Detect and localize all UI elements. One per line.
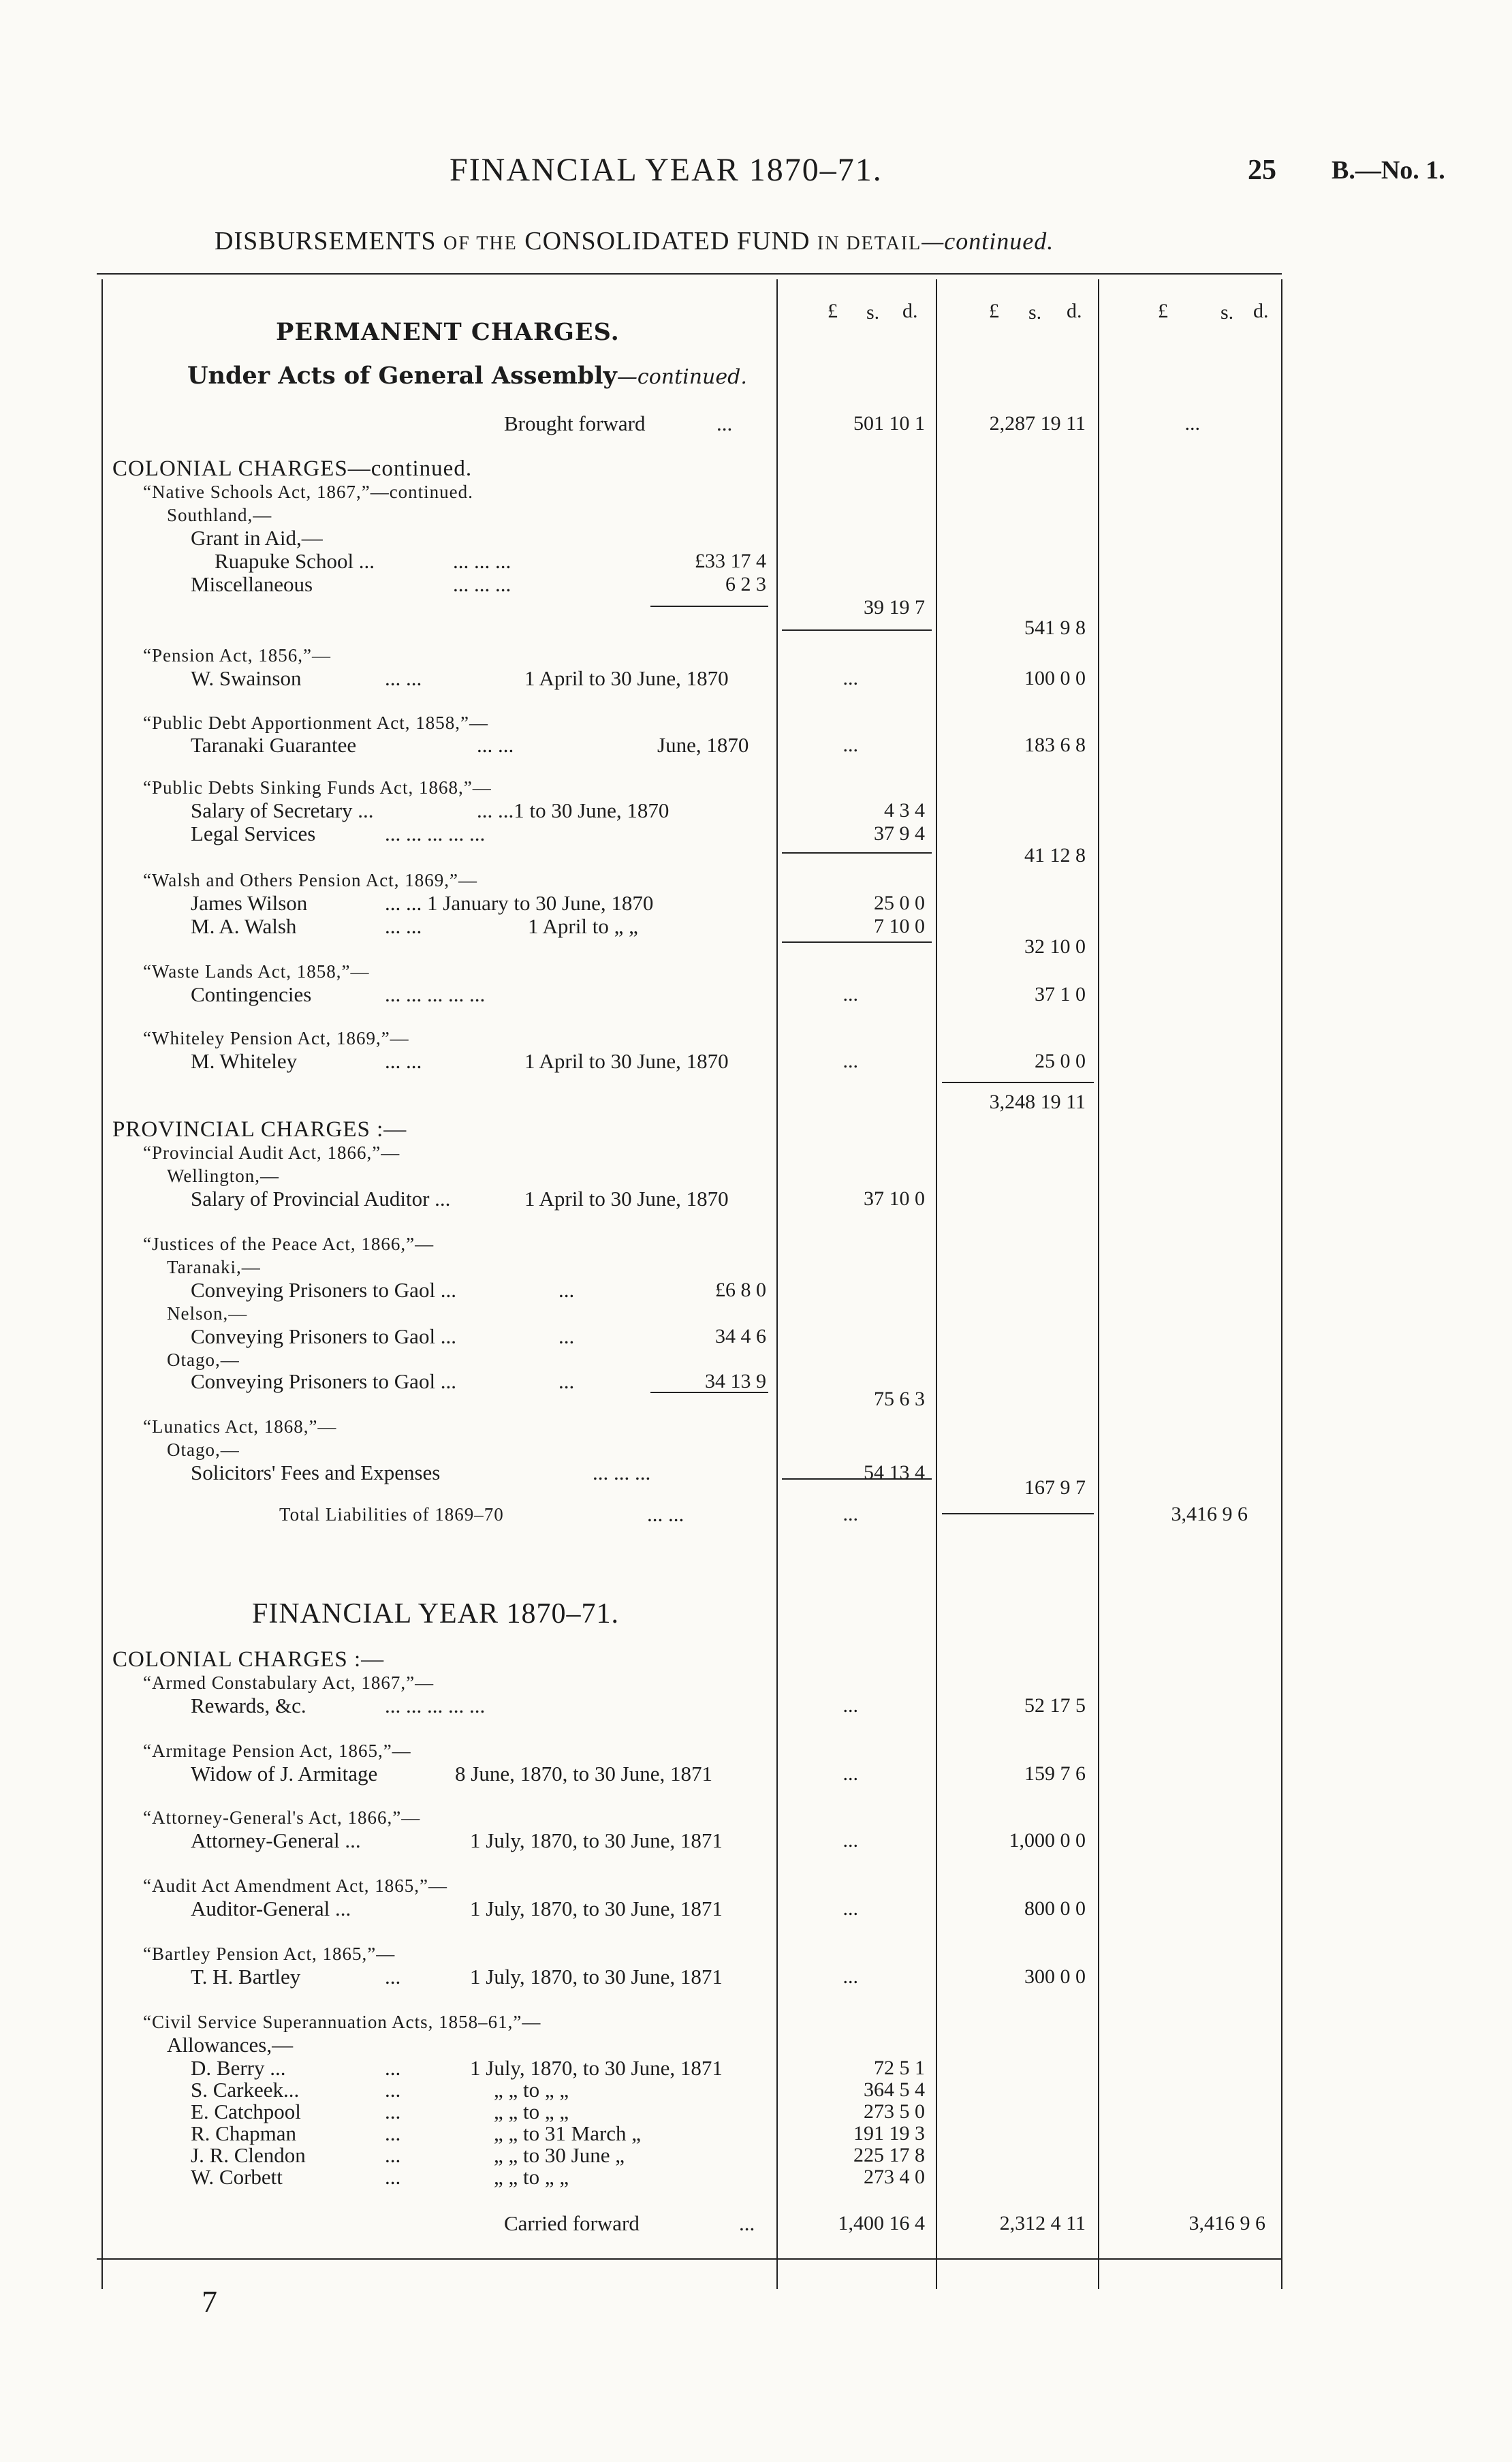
amount-col2: 25 0 0 bbox=[1035, 1050, 1086, 1072]
amount-col2: 541 9 8 bbox=[1024, 617, 1086, 639]
act-heading: “Armed Constabulary Act, 1867,”— bbox=[143, 1672, 435, 1693]
row-dots: ... ... bbox=[477, 733, 514, 757]
amount-col2: 100 0 0 bbox=[1024, 667, 1086, 689]
section-subheading-cont: —continued. bbox=[616, 365, 747, 389]
amount-col3: 3,416 9 6 bbox=[1171, 1503, 1248, 1525]
act-heading: “Lunatics Act, 1868,”— bbox=[143, 1416, 337, 1437]
amount-col2: 800 0 0 bbox=[1024, 1897, 1086, 1920]
row-label: M. A. Walsh bbox=[191, 914, 297, 938]
inner-amount: £33 17 4 bbox=[695, 550, 766, 572]
row-dots: ... ... ... ... ... bbox=[385, 982, 486, 1006]
section-subheading-text: Under Acts of General Assembly bbox=[187, 362, 617, 390]
amount-col2: 2,312 4 11 bbox=[999, 2212, 1086, 2234]
province-heading: Otago,— bbox=[167, 1350, 240, 1370]
row-dots: ... ...1 to 30 June, 1870 bbox=[477, 798, 670, 822]
row-date: 8 June, 1870, to 30 June, 1871 bbox=[455, 1762, 713, 1786]
row-label: Miscellaneous bbox=[191, 572, 313, 596]
row-label: Grant in Aid,— bbox=[191, 526, 323, 550]
amount-col2: 41 12 8 bbox=[1024, 844, 1086, 867]
amount-col1: ... bbox=[842, 1503, 858, 1525]
row-dots: ... bbox=[558, 1369, 575, 1393]
row-label: Legal Services bbox=[191, 822, 316, 845]
amount-col1: ... bbox=[842, 734, 858, 756]
amount-col1: ... bbox=[842, 1762, 858, 1785]
row-dots: ... ... 1 January to 30 June, 1870 bbox=[385, 891, 654, 915]
amount-col1: 501 10 1 bbox=[853, 412, 925, 435]
amount-col1: 273 4 0 bbox=[864, 2166, 925, 2188]
amount-col1: ... bbox=[842, 1965, 858, 1988]
amount-col1: 225 17 8 bbox=[853, 2144, 925, 2166]
row-label: Solicitors' Fees and Expenses bbox=[191, 1461, 441, 1484]
act-heading: “Bartley Pension Act, 1865,”— bbox=[143, 1944, 396, 1964]
row-dots: ... ... bbox=[385, 666, 422, 690]
row-dots: ... bbox=[385, 2078, 401, 2102]
row-dots: ... bbox=[385, 2143, 401, 2167]
row-label: D. Berry ... bbox=[191, 2056, 286, 2080]
row-label: Salary of Secretary ... bbox=[191, 798, 374, 822]
row-date: 1 July, 1870, to 30 June, 1871 bbox=[470, 2056, 723, 2080]
amount-col1: 75 6 3 bbox=[874, 1388, 925, 1410]
row-date: „ „ to 31 March „ bbox=[494, 2121, 642, 2145]
row-label: S. Carkeek... bbox=[191, 2078, 300, 2102]
subtitle-part: CONSOLIDATED FUND bbox=[524, 227, 810, 255]
amount-col2: 159 7 6 bbox=[1024, 1762, 1086, 1785]
amount-col2: 1,000 0 0 bbox=[1009, 1829, 1086, 1852]
amount-col1: 39 19 7 bbox=[864, 596, 925, 619]
row-dots: ... bbox=[385, 2100, 401, 2123]
category-heading: COLONIAL CHARGES :— bbox=[112, 1647, 385, 1672]
act-heading: “Audit Act Amendment Act, 1865,”— bbox=[143, 1875, 447, 1896]
act-heading: “Provincial Audit Act, 1866,”— bbox=[143, 1142, 400, 1163]
row-dots: ... ... ... ... ... bbox=[385, 1694, 486, 1717]
province-heading: Taranaki,— bbox=[167, 1257, 261, 1277]
row-label: R. Chapman bbox=[191, 2121, 296, 2145]
row-date: 1 April to „ „ bbox=[528, 914, 638, 938]
row-date: 1 July, 1870, to 30 June, 1871 bbox=[470, 1828, 723, 1852]
row-label: Taranaki Guarantee bbox=[191, 733, 357, 757]
total-label: Total Liabilities of 1869–70 bbox=[279, 1504, 504, 1525]
row-dots: ... bbox=[385, 1965, 401, 1989]
category-heading: PROVINCIAL CHARGES :— bbox=[112, 1117, 407, 1142]
pound-column-heading: £ bbox=[828, 300, 838, 322]
row-label: Conveying Prisoners to Gaol ... bbox=[191, 1369, 457, 1393]
province-heading: Otago,— bbox=[167, 1439, 240, 1460]
row-dots: ... bbox=[385, 2121, 401, 2145]
amount-col1: 364 5 4 bbox=[864, 2078, 925, 2101]
inner-amount: £6 8 0 bbox=[715, 1279, 766, 1301]
amount-col1: 7 10 0 bbox=[874, 915, 925, 937]
pence-column-heading: d. bbox=[902, 300, 918, 322]
row-dots: ... bbox=[558, 1278, 575, 1302]
row-label: Conveying Prisoners to Gaol ... bbox=[191, 1278, 457, 1302]
page-number: 25 bbox=[1248, 155, 1276, 186]
shilling-column-heading: s. bbox=[1028, 301, 1042, 324]
amount-col2: 37 1 0 bbox=[1035, 983, 1086, 1006]
pound-column-heading: £ bbox=[1158, 300, 1168, 322]
amount-col1: 25 0 0 bbox=[874, 892, 925, 914]
row-label: Attorney-General ... bbox=[191, 1828, 361, 1852]
amount-col1: ... bbox=[842, 1897, 858, 1920]
amount-col1: ... bbox=[842, 667, 858, 689]
row-label: Carried forward bbox=[504, 2211, 640, 2235]
category-heading: COLONIAL CHARGES—continued. bbox=[112, 456, 473, 481]
amount-col1: ... bbox=[842, 983, 858, 1006]
province-heading: Southland,— bbox=[167, 505, 272, 525]
row-label: James Wilson bbox=[191, 891, 308, 915]
amount-col1: 4 3 4 bbox=[884, 799, 925, 822]
row-dots: ... ... bbox=[385, 1049, 422, 1073]
amount-col2: 2,287 19 11 bbox=[989, 412, 1086, 435]
row-date: „ „ to 30 June „ bbox=[494, 2143, 625, 2167]
row-date: 1 April to 30 June, 1870 bbox=[524, 1187, 729, 1211]
row-dots: ... ... bbox=[647, 1502, 684, 1526]
amount-col1: ... bbox=[842, 1694, 858, 1717]
row-dots: ... ... bbox=[385, 914, 422, 938]
row-dots: ... bbox=[558, 1324, 575, 1348]
subtitle-part: DISBURSEMENTS bbox=[215, 227, 437, 255]
subtitle-part: OF THE bbox=[443, 233, 518, 254]
act-heading: “Armitage Pension Act, 1865,”— bbox=[143, 1741, 411, 1761]
act-heading: “Civil Service Superannuation Acts, 1858–61,”— bbox=[143, 2012, 541, 2032]
subtitle-part: —continued. bbox=[922, 228, 1054, 255]
row-label: Ruapuke School ... bbox=[215, 549, 375, 573]
row-label: J. R. Clendon bbox=[191, 2143, 306, 2167]
section-subheading bbox=[187, 364, 747, 390]
row-dots: ... ... ... ... ... bbox=[385, 822, 486, 845]
amount-col2: 52 17 5 bbox=[1024, 1694, 1086, 1717]
row-date: „ „ to „ „ bbox=[494, 2078, 569, 2102]
province-heading: Nelson,— bbox=[167, 1303, 248, 1324]
act-heading: “Attorney-General's Act, 1866,”— bbox=[143, 1807, 421, 1828]
row-dots: ... ... ... bbox=[453, 549, 511, 573]
amount-col2: 3,248 19 11 bbox=[989, 1091, 1086, 1113]
row-dots: ... bbox=[385, 2056, 401, 2080]
row-label: W. Corbett bbox=[191, 2165, 283, 2189]
amount-col1: 37 9 4 bbox=[874, 822, 925, 845]
pence-column-heading: d. bbox=[1253, 300, 1269, 322]
row-label: Allowances,— bbox=[167, 2033, 294, 2057]
act-heading: “Waste Lands Act, 1858,”— bbox=[143, 961, 370, 982]
row-label: E. Catchpool bbox=[191, 2100, 301, 2123]
page-subtitle bbox=[215, 226, 1054, 256]
pound-column-heading: £ bbox=[989, 300, 999, 322]
inner-amount: 34 13 9 bbox=[705, 1370, 766, 1392]
amount-col1: ... bbox=[842, 1050, 858, 1072]
row-label: M. Whiteley bbox=[191, 1049, 298, 1073]
act-heading: “Pension Act, 1856,”— bbox=[143, 645, 331, 666]
inner-amount: 34 4 6 bbox=[715, 1325, 766, 1347]
act-heading: “Public Debt Apportionment Act, 1858,”— bbox=[143, 713, 488, 733]
act-heading: “Walsh and Others Pension Act, 1869,”— bbox=[143, 870, 478, 890]
row-dots: ... bbox=[385, 2165, 401, 2189]
amount-col1: 54 13 4 bbox=[864, 1461, 925, 1484]
row-label: Salary of Provincial Auditor ... bbox=[191, 1187, 451, 1211]
row-dots: ... ... ... bbox=[453, 572, 511, 596]
row-date: 1 April to 30 June, 1870 bbox=[524, 666, 729, 690]
document-reference: B.—No. 1. bbox=[1332, 156, 1445, 185]
amount-col3: ... bbox=[1184, 412, 1200, 435]
page-title: FINANCIAL YEAR 1870–71. bbox=[450, 152, 883, 188]
signature-number: 7 bbox=[202, 2284, 217, 2319]
row-dots: ... bbox=[716, 411, 733, 435]
amount-col2: 32 10 0 bbox=[1024, 935, 1086, 958]
row-date: 1 July, 1870, to 30 June, 1871 bbox=[470, 1897, 723, 1920]
amount-col1: 37 10 0 bbox=[864, 1187, 925, 1210]
row-label: Widow of J. Armitage bbox=[191, 1762, 378, 1786]
act-heading: “Whiteley Pension Act, 1869,”— bbox=[143, 1028, 409, 1048]
act-heading: “Justices of the Peace Act, 1866,”— bbox=[143, 1234, 435, 1254]
row-label: Contingencies bbox=[191, 982, 312, 1006]
row-label: Rewards, &c. bbox=[191, 1694, 306, 1717]
amount-col1: ... bbox=[842, 1829, 858, 1852]
inner-amount: 6 2 3 bbox=[725, 573, 766, 595]
amount-col2: 183 6 8 bbox=[1024, 734, 1086, 756]
row-label: W. Swainson bbox=[191, 666, 302, 690]
amount-col2: 300 0 0 bbox=[1024, 1965, 1086, 1988]
amount-col1: 1,400 16 4 bbox=[838, 2212, 925, 2234]
row-date: 1 July, 1870, to 30 June, 1871 bbox=[470, 1965, 723, 1989]
row-date: 1 April to 30 June, 1870 bbox=[524, 1049, 729, 1073]
subtitle-part: IN DETAIL bbox=[817, 233, 922, 254]
row-date: „ „ to „ „ bbox=[494, 2100, 569, 2123]
row-label: Auditor-General ... bbox=[191, 1897, 351, 1920]
amount-col3: 3,416 9 6 bbox=[1188, 2212, 1265, 2234]
row-dots: ... ... ... bbox=[593, 1461, 651, 1484]
row-label: Conveying Prisoners to Gaol ... bbox=[191, 1324, 457, 1348]
row-label: Brought forward bbox=[504, 411, 646, 435]
shilling-column-heading: s. bbox=[866, 301, 880, 324]
row-label: T. H. Bartley bbox=[191, 1965, 301, 1989]
province-heading: Wellington,— bbox=[167, 1166, 280, 1186]
amount-col2: 167 9 7 bbox=[1024, 1476, 1086, 1499]
row-dots: ... bbox=[739, 2211, 755, 2235]
amount-col1: 191 19 3 bbox=[853, 2122, 925, 2145]
section-heading: PERMANENT CHARGES. bbox=[276, 318, 620, 346]
row-date: June, 1870 bbox=[657, 733, 749, 757]
act-heading: “Native Schools Act, 1867,”—continued. bbox=[143, 482, 473, 502]
row-date: „ „ to „ „ bbox=[494, 2165, 569, 2189]
amount-col1: 273 5 0 bbox=[864, 2100, 925, 2123]
section-title: FINANCIAL YEAR 1870–71. bbox=[252, 1598, 620, 1630]
act-heading: “Public Debts Sinking Funds Act, 1868,”— bbox=[143, 777, 492, 798]
pence-column-heading: d. bbox=[1067, 300, 1082, 322]
amount-col1: 72 5 1 bbox=[874, 2057, 925, 2079]
shilling-column-heading: s. bbox=[1220, 301, 1234, 324]
